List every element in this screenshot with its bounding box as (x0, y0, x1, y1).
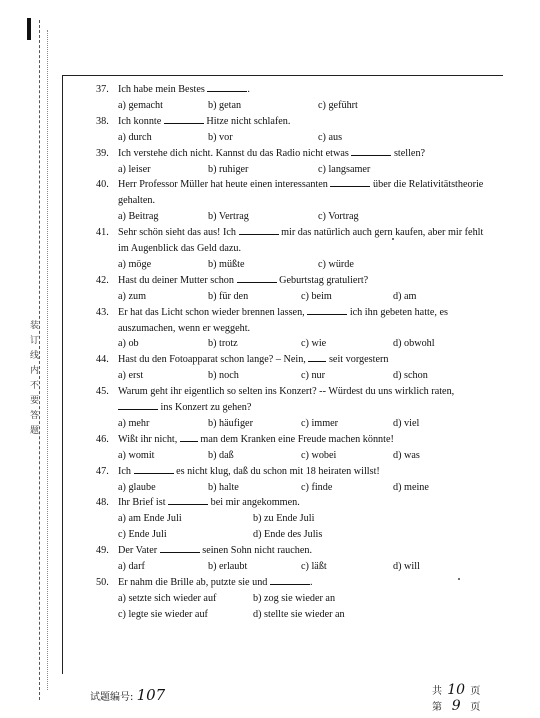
question-text (118, 82, 491, 98)
answer-option[interactable]: b) ruhiger (208, 163, 249, 175)
question-item (96, 177, 491, 209)
question-item (96, 495, 491, 511)
answer-option[interactable]: c) Ende Juli (118, 529, 167, 541)
question-text-segment: Er nahm die Brille ab, putzte sie und (118, 576, 270, 588)
question-number: 45. (96, 386, 109, 398)
question-text-segment: seinen Sohn nicht rauchen. (199, 545, 313, 557)
answer-option[interactable]: d) meine (393, 481, 429, 493)
current-page (432, 699, 480, 715)
answer-option[interactable]: c) geführt (318, 99, 358, 111)
answer-option[interactable]: a) durch (118, 131, 152, 143)
question-item (96, 82, 491, 98)
answer-option[interactable]: c) Vortrag (318, 211, 359, 223)
answer-option[interactable]: b) noch (208, 370, 239, 382)
answer-blank[interactable] (308, 352, 326, 362)
answer-option[interactable]: c) läßt (301, 560, 327, 572)
question-number: 43. (96, 306, 109, 318)
exam-id (90, 686, 165, 704)
answer-blank[interactable] (351, 146, 391, 156)
answer-option[interactable]: b) zog sie wieder an (253, 592, 336, 604)
question-text-segment: Er hat das Licht schon wieder brennen lassen, (118, 306, 308, 318)
answer-options (118, 607, 491, 623)
answer-option[interactable]: d) stellte sie wieder an (253, 608, 345, 620)
page-value: 9 (451, 698, 461, 714)
answer-option[interactable]: a) erst (118, 370, 144, 382)
answer-option[interactable]: a) setzte sich wieder auf (118, 592, 217, 604)
answer-blank[interactable] (164, 114, 204, 124)
question-number: 49. (96, 545, 109, 557)
answer-blank[interactable] (330, 177, 370, 187)
answer-option[interactable]: c) immer (301, 417, 339, 429)
answer-option[interactable]: b) vor (208, 131, 233, 143)
question-text (118, 464, 491, 480)
question-text-segment: mir das natürlich auch gern kaufen, aber mir fehlt im Augenblick das Geld dazu. (118, 227, 484, 254)
question-text-segment: Ich verstehe dich nicht. Kannst du das Radio nicht etwas (118, 147, 352, 159)
answer-option[interactable]: c) aus (318, 131, 343, 143)
question-text (118, 432, 491, 448)
question-text-segment: Warum geht ihr eigentlich so selten ins Konzert? -- Würdest du uns wirklich raten, (118, 386, 455, 398)
question-text-segment: man dem Kranken eine Freude machen könnte! (197, 433, 394, 445)
answer-option[interactable]: c) finde (301, 481, 333, 493)
total-value: 10 (447, 682, 466, 698)
answer-option[interactable]: b) trotz (208, 338, 238, 350)
question-text-segment: ins Konzert zu gehen? (158, 402, 252, 413)
answer-blank[interactable] (307, 305, 347, 315)
answer-option[interactable]: d) schon (393, 370, 428, 382)
question-item (96, 543, 491, 559)
answer-option[interactable]: d) obwohl (393, 338, 435, 350)
answer-options (118, 480, 491, 496)
question-item (96, 575, 491, 591)
answer-option[interactable]: a) leiser (118, 163, 151, 175)
total-unit: 页 (470, 686, 481, 697)
answer-options (118, 511, 491, 527)
question-text-segment: Herr Professor Müller hat heute einen interessanten (118, 179, 331, 191)
answer-option[interactable]: b) häufiger (208, 417, 253, 429)
question-item (96, 114, 491, 130)
question-text-segment: es nicht klug, daß du schon mit 18 heiraten willst! (173, 465, 380, 477)
answer-options (118, 162, 491, 178)
question-text-segment: Hast du den Fotoapparat schon lange? – Nein, (118, 354, 309, 366)
answer-options (118, 289, 491, 305)
question-list (96, 82, 491, 623)
question-number: 47. (96, 465, 109, 477)
answer-options (118, 527, 491, 543)
question-text (118, 352, 491, 368)
question-number: 42. (96, 274, 109, 286)
answer-option[interactable]: d) Ende des Julis (253, 529, 323, 541)
question-item (96, 225, 491, 257)
answer-option[interactable]: c) beim (301, 290, 332, 302)
binding-warning-text: 装订线内不要答题 (30, 320, 40, 435)
answer-option[interactable]: a) gemacht (118, 99, 163, 111)
question-text (118, 146, 491, 162)
answer-options (118, 416, 491, 432)
question-text-segment: Der Vater (118, 545, 160, 557)
answer-options (118, 368, 491, 384)
answer-option[interactable]: c) wie (301, 338, 327, 350)
answer-option[interactable]: d) was (393, 449, 420, 461)
question-number: 37. (96, 84, 109, 95)
answer-options (118, 336, 491, 352)
question-number: 39. (96, 147, 109, 159)
question-number: 40. (96, 179, 109, 191)
question-text-segment: . (309, 576, 313, 588)
question-item (96, 384, 491, 416)
question-number: 48. (96, 497, 109, 509)
answer-option[interactable]: c) langsamer (318, 163, 371, 175)
answer-options (118, 257, 491, 273)
answer-options (118, 559, 491, 575)
answer-options (118, 130, 491, 146)
answer-option[interactable]: a) am Ende Juli (118, 513, 182, 525)
question-text (118, 543, 491, 559)
question-text-segment: Ich konnte (118, 115, 164, 127)
question-text-segment: . (247, 84, 250, 95)
answer-option[interactable]: a) möge (118, 258, 152, 270)
question-text-segment: stellen? (391, 147, 426, 159)
page-unit: 页 (470, 702, 481, 713)
question-text-segment: ich ihn gebeten hatte, es auszumachen, wenn er weggeht. (118, 306, 448, 334)
answer-option[interactable]: b) getan (208, 99, 242, 111)
answer-option[interactable]: b) zu Ende Juli (253, 513, 315, 525)
question-text-segment: Ihr Brief ist (118, 497, 169, 509)
total-pages (432, 683, 480, 699)
question-item (96, 352, 491, 368)
answer-option[interactable]: b) Vertrag (208, 211, 249, 223)
question-text (118, 114, 491, 130)
answer-blank[interactable] (118, 400, 158, 410)
question-item (96, 464, 491, 480)
question-number: 38. (96, 115, 109, 127)
total-label: 共 (432, 686, 442, 697)
question-text-segment: Sehr schön sieht das aus! Ich (118, 227, 239, 239)
speck (458, 578, 460, 580)
answer-options (118, 209, 491, 225)
question-item (96, 305, 491, 337)
speck (392, 238, 394, 240)
answer-blank[interactable] (207, 82, 247, 92)
answer-option[interactable]: a) mehr (118, 417, 150, 429)
exam-id-label: 试题编号: (90, 692, 134, 703)
exam-id-value: 107 (136, 686, 166, 704)
answer-option[interactable]: a) ob (118, 338, 139, 350)
answer-blank[interactable] (239, 225, 279, 235)
question-text-segment: Hast du deiner Mutter schon (118, 274, 237, 286)
answer-blank[interactable] (180, 432, 198, 442)
question-item (96, 146, 491, 162)
answer-option[interactable]: b) daß (208, 449, 234, 461)
question-text (118, 495, 491, 511)
question-text (118, 305, 491, 337)
binding-line-inner (47, 30, 49, 690)
answer-option[interactable]: d) viel (393, 417, 420, 429)
binding-mark (27, 18, 31, 40)
question-item (96, 432, 491, 448)
question-item (96, 273, 491, 289)
question-text (118, 575, 491, 591)
answer-option[interactable]: a) womit (118, 449, 155, 461)
question-text-segment: Ich (118, 465, 134, 477)
answer-options (118, 591, 491, 607)
answer-option[interactable]: c) würde (318, 258, 354, 270)
answer-blank[interactable] (134, 464, 174, 474)
answer-blank[interactable] (160, 543, 200, 553)
answer-options (118, 448, 491, 464)
answer-option[interactable]: c) legte sie wieder auf (118, 608, 208, 620)
page-label: 第 (432, 702, 442, 713)
answer-option[interactable]: a) glaube (118, 481, 156, 493)
question-text (118, 225, 491, 257)
question-text-segment: Geburtstag gratuliert? (276, 274, 369, 286)
answer-option[interactable]: a) zum (118, 290, 147, 302)
answer-option[interactable]: c) nur (301, 370, 326, 382)
question-number: 50. (96, 576, 109, 588)
answer-blank[interactable] (237, 273, 277, 283)
question-text-segment: Wißt ihr nicht, (118, 433, 180, 445)
question-number: 46. (96, 433, 109, 445)
answer-option[interactable]: a) Beitrag (118, 211, 159, 223)
answer-option[interactable]: b) müßte (208, 258, 245, 270)
exam-frame-corner (490, 75, 501, 77)
page-counter (432, 683, 480, 715)
answer-option[interactable]: b) erlaubt (208, 560, 248, 572)
answer-option[interactable]: d) am (393, 290, 417, 302)
answer-option[interactable]: b) für den (208, 290, 249, 302)
answer-blank[interactable] (168, 495, 208, 505)
question-text (118, 177, 491, 209)
answer-option[interactable]: a) darf (118, 560, 145, 572)
question-text (118, 384, 491, 416)
answer-blank[interactable] (270, 575, 310, 585)
answer-options (118, 98, 491, 114)
answer-option[interactable]: c) wobei (301, 449, 337, 461)
question-text-segment: bei mir angekommen. (208, 497, 300, 509)
answer-option[interactable]: b) halte (208, 481, 239, 493)
question-text (118, 273, 491, 289)
question-number: 41. (96, 227, 109, 239)
question-text-segment: Ich habe mein Bestes (118, 84, 208, 95)
question-number: 44. (96, 354, 109, 366)
answer-option[interactable]: d) will (393, 560, 420, 572)
question-text-segment: über die Relativitätstheorie gehalten. (118, 179, 484, 207)
question-text-segment: seit vorgestern (326, 354, 389, 366)
question-text-segment: Hitze nicht schlafen. (203, 115, 291, 127)
